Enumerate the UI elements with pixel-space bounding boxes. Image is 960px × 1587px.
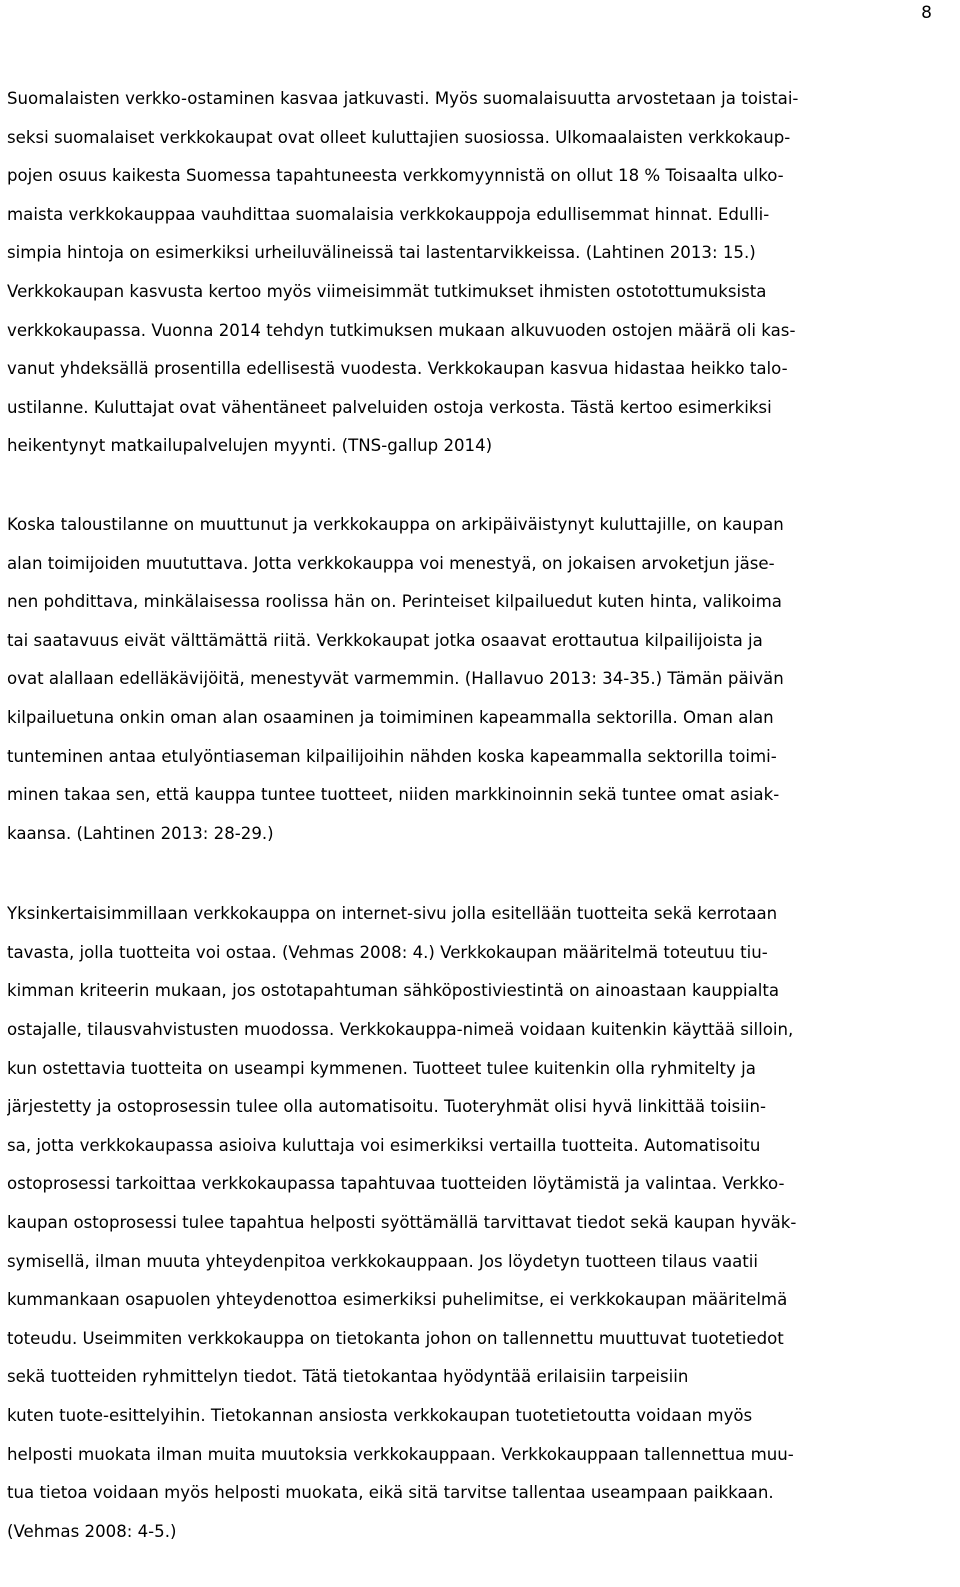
text-line: sekä tuotteiden ryhmittelyn tiedot. Tätä tietokantaa hyödyntää erilaisiin tarpeisiin bbox=[7, 1367, 689, 1387]
text-line: maista verkkokauppaa vauhdittaa suomalaisia verkkokauppoja edullisemmat hinnat. Edulli- bbox=[7, 204, 770, 224]
text-line: kimman kriteerin mukaan, jos ostotapahtuman sähköpostiviestintä on ainoastaan kauppialta bbox=[7, 981, 780, 1001]
text-line: verkkokaupassa. Vuonna 2014 tehdyn tutkimuksen mukaan alkuvuoden ostojen määrä oli kas- bbox=[7, 320, 796, 340]
text-line: tunteminen antaa etulyöntiaseman kilpailijoihin nähden koska kapeammalla sektorilla toimi- bbox=[7, 746, 777, 766]
text-line: alan toimijoiden muututtava. Jotta verkkokauppa voi menestyä, on jokaisen arvoketjun jäse- bbox=[7, 553, 775, 573]
text-line: toteudu. Useimmiten verkkokauppa on tietokanta johon on tallennettu muuttuvat tuotetiedot bbox=[7, 1328, 784, 1348]
text-line: tai saatavuus eivät välttämättä riitä. Verkkokaupat jotka osaavat erottautua kilpailijoista ja bbox=[7, 630, 763, 650]
page-number: 8 bbox=[921, 3, 932, 23]
text-line: simpia hintoja on esimerkiksi urheiluvälineissä tai lastentarvikkeissa. (Lahtinen 2013: 15.) bbox=[7, 243, 756, 263]
text-line: ustilanne. Kuluttajat ovat vähentäneet palveluiden ostoja verkosta. Tästä kertoo esimerkiksi bbox=[7, 397, 772, 417]
paragraph-online-shopping-growth bbox=[7, 80, 949, 466]
text-line: pojen osuus kaikesta Suomessa tapahtuneesta verkkomyynnistä on ollut 18 % Toisaalta ulko- bbox=[7, 166, 784, 186]
text-line: symisellä, ilman muuta yhteydenpitoa verkkokauppaan. Jos löydetyn tuotteen tilaus vaatii bbox=[7, 1251, 759, 1271]
text-line: kaansa. (Lahtinen 2013: 28-29.) bbox=[7, 823, 274, 843]
text-line: sa, jotta verkkokaupassa asioiva kuluttaja voi esimerkiksi vertailla tuotteita. Automatisoitu bbox=[7, 1135, 761, 1155]
text-line: heikentynyt matkailupalvelujen myynti. (TNS-gallup 2014) bbox=[7, 436, 493, 456]
paragraph-competitive-advantage bbox=[7, 506, 949, 853]
text-line: kummankaan osapuolen yhteydenottoa esimerkiksi puhelimitse, ei verkkokaupan määritelmä bbox=[7, 1290, 788, 1310]
text-line: ovat alallaan edelläkävijöitä, menestyvät varmemmin. (Hallavuo 2013: 34-35.) Tämän päivän bbox=[7, 669, 784, 689]
paragraph-spacer bbox=[7, 466, 949, 506]
text-line: (Vehmas 2008: 4-5.) bbox=[7, 1521, 177, 1541]
text-line: vanut yhdeksällä prosentilla edellisestä vuodesta. Verkkokaupan kasvua hidastaa heikko talo- bbox=[7, 359, 788, 379]
text-line: seksi suomalaiset verkkokaupat ovat olleet kuluttajien suosiossa. Ulkomaalaisten verkkokaup- bbox=[7, 127, 791, 147]
text-line: helposti muokata ilman muita muutoksia verkkokauppaan. Verkkokauppaan tallennettua muu- bbox=[7, 1444, 794, 1464]
text-line: järjestetty ja ostoprosessin tulee olla automatisoitu. Tuoteryhmät olisi hyvä linkittää toisiin- bbox=[7, 1097, 767, 1117]
text-line: nen pohdittava, minkälaisessa roolissa hän on. Perinteiset kilpailuedut kuten hinta, valikoima bbox=[7, 592, 782, 612]
text-line: kun ostettavia tuotteita on useampi kymmenen. Tuotteet tulee kuitenkin olla ryhmitelty ja bbox=[7, 1058, 756, 1078]
text-line: tavasta, jolla tuotteita voi ostaa. (Vehmas 2008: 4.) Verkkokaupan määritelmä toteutuu tiu- bbox=[7, 942, 768, 962]
text-line: Verkkokaupan kasvusta kertoo myös viimeisimmät tutkimukset ihmisten ostotottumuksista bbox=[7, 281, 767, 301]
paragraph-spacer bbox=[7, 853, 949, 895]
text-line: Yksinkertaisimmillaan verkkokauppa on internet-sivu jolla esitellään tuotteita sekä kerrotaan bbox=[7, 904, 778, 924]
text-line: kaupan ostoprosessi tulee tapahtua helposti syöttämällä tarvittavat tiedot sekä kaupan hyväk- bbox=[7, 1213, 797, 1233]
text-line: kuten tuote-esittelyihin. Tietokannan ansiosta verkkokaupan tuotetietoutta voidaan myös bbox=[7, 1406, 753, 1425]
paragraph-online-store-definition bbox=[7, 895, 949, 1551]
text-line: tua tietoa voidaan myös helposti muokata, eikä sitä tarvitse tallentaa useampaan paikkaan. bbox=[7, 1483, 774, 1503]
text-line: ostoprosessi tarkoittaa verkkokaupassa tapahtuvaa tuotteiden löytämistä ja valintaa. Verkko- bbox=[7, 1174, 785, 1194]
text-line: minen takaa sen, että kauppa tuntee tuotteet, niiden markkinoinnin sekä tuntee omat asiak- bbox=[7, 785, 780, 805]
text-line: Koska taloustilanne on muuttunut ja verkkokauppa on arkipäiväistynyt kuluttajille, on kaupan bbox=[7, 514, 784, 534]
text-line: ostajalle, tilausvahvistusten muodossa. Verkkokauppa-nimeä voidaan kuitenkin käyttää silloin, bbox=[7, 1020, 794, 1040]
text-line: kilpailuetuna onkin oman alan osaaminen ja toimiminen kapeammalla sektorilla. Oman alan bbox=[7, 707, 774, 727]
text-line: Suomalaisten verkko-ostaminen kasvaa jatkuvasti. Myös suomalaisuutta arvostetaan ja toistai- bbox=[7, 89, 799, 108]
document-body bbox=[7, 80, 949, 1551]
